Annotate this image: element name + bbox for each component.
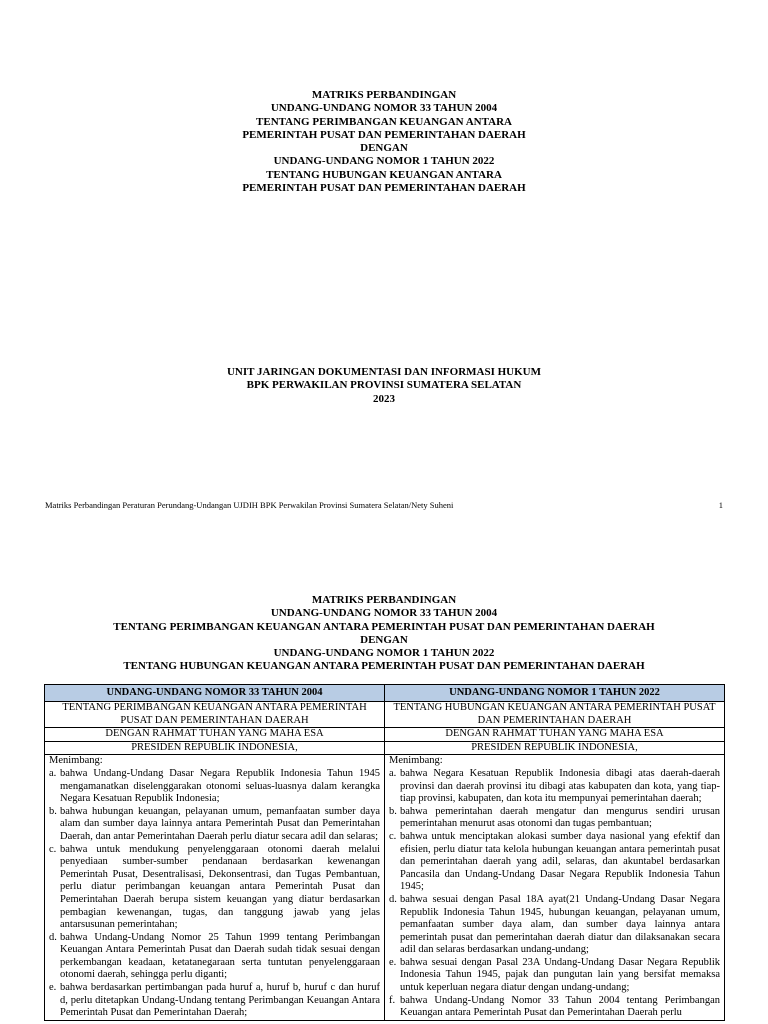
item-mark: a. xyxy=(49,767,57,779)
cover-organization xyxy=(0,366,768,406)
cover-title-line: TENTANG HUBUNGAN KEUANGAN ANTARA xyxy=(266,168,502,181)
table-row xyxy=(45,741,725,755)
matrix-title-line: DENGAN xyxy=(360,633,408,646)
item-mark: c. xyxy=(49,843,57,855)
item-text: bahwa hubungan keuangan, pelayanan umum, pemanfaatan sumber daya alam dan sumber daya lainnya antara Pemerintah Pusat dan Pemerintahan Daerah, dan antar Pemerintahan Daerah perlu diatur secara adil dan selaras; xyxy=(60,805,380,842)
list-item xyxy=(389,957,720,995)
footer-text: Matriks Perbandingan Peraturan Perundang-Undangan UJDIH BPK Perwakilan Provinsi Sumatera Selatan/Nety Suheni xyxy=(45,500,454,510)
page-number: 1 xyxy=(718,500,723,510)
item-text: bahwa untuk menciptakan alokasi sumber daya nasional yang efektif dan efisien, perlu diatur tata kelola hubungan keuangan antara pemerintah pusat dan pemerintahan daerah yang adil, selaras, dan akuntabel berdasarkan Pancasila dan Undang-Undang Dasar Negara Republik Indonesia Tahun 1945; xyxy=(400,830,720,893)
right-column-header: UNDANG-UNDANG NOMOR 1 TAHUN 2022 xyxy=(385,685,725,702)
matrix-title-line: UNDANG-UNDANG NOMOR 1 TAHUN 2022 xyxy=(273,647,495,660)
matrix-title-line: UNDANG-UNDANG NOMOR 33 TAHUN 2004 xyxy=(270,607,498,620)
list-item xyxy=(389,806,720,831)
item-mark: b. xyxy=(49,805,57,817)
list-item xyxy=(49,982,380,1020)
menimbang-label: Menimbang: xyxy=(49,755,103,767)
item-text: bahwa Undang-Undang Nomor 25 Tahun 1999 tentang Perimbangan Keuangan Antara Pemerintah Pusat dan Daerah sudah tidak sesuai dengan perkembangan keadaan, ketatanegaraan serta tuntutan penyelenggaraan otonomi daerah, sehingga perlu diganti; xyxy=(60,931,380,981)
right-menimbang-list xyxy=(389,768,720,1020)
menimbang-label: Menimbang: xyxy=(389,755,443,767)
item-text: bahwa untuk mendukung penyelenggaraan otonomi daerah melalui penyediaan sumber-sumber pendanaan berdasarkan kewenangan Pemerintah Pusat, Desentralisasi, Dekonsentrasi, dan Tugas Pembantuan, perlu diatur perimbangan keuangan antara Pemerintah Pusat dan Pemerintahan Daerah berupa sistem keuangan yang diatur berdasarkan pembagian kewenangan, tugas, dan tanggung jawab yang jelas antarsusunan pemerintahan; xyxy=(60,843,380,931)
left-presiden: PRESIDEN REPUBLIK INDONESIA, xyxy=(45,741,385,755)
item-mark: a. xyxy=(389,767,397,779)
item-mark: c. xyxy=(389,830,397,842)
list-item xyxy=(49,768,380,806)
item-text: bahwa Undang-Undang Dasar Negara Republik Indonesia Tahun 1945 mengamanatkan diselenggarakan otonomi seluas-luasnya dalam kerangka Negara Kesatuan Republik Indonesia; xyxy=(60,767,380,805)
cover-org-line: 2023 xyxy=(373,392,395,405)
page-separator xyxy=(0,518,768,528)
table-row xyxy=(45,702,725,728)
cover-title xyxy=(0,89,768,195)
page-footer xyxy=(45,500,723,510)
left-tentang: TENTANG PERIMBANGAN KEUANGAN ANTARA PEMERINTAH PUSAT DAN PEMERINTAHAN DAERAH xyxy=(45,702,385,728)
matrix-title-line: TENTANG PERIMBANGAN KEUANGAN ANTARA PEMERINTAH PUSAT DAN PEMERINTAHAN DAERAH xyxy=(113,620,655,633)
comparison-table xyxy=(44,684,725,1021)
cover-title-line: PEMERINTAH PUSAT DAN PEMERINTAHAN DAERAH xyxy=(242,182,526,195)
cover-title-line: MATRIKS PERBANDINGAN xyxy=(311,89,457,101)
left-column-header: UNDANG-UNDANG NOMOR 33 TAHUN 2004 xyxy=(45,685,385,702)
cover-title-line: TENTANG PERIMBANGAN KEUANGAN ANTARA xyxy=(256,115,512,128)
item-text: bahwa sesuai dengan Pasal 18A ayat(21 Undang-Undang Dasar Negara Republik Indonesia Tahun 1945, hubungan keuangan, pelayanan umum, pemanfaatan sumber daya alam, dan sumber daya lainnya antara pemerintah pusat dan pemerintahan daerah diatur dan dilaksanakan secara adil dan selaras berdasarkan undang-undang; xyxy=(400,893,720,956)
right-presiden: PRESIDEN REPUBLIK INDONESIA, xyxy=(385,741,725,755)
list-item xyxy=(49,844,380,932)
cover-org-line: UNIT JARINGAN DOKUMENTASI DAN INFORMASI HUKUM xyxy=(226,366,542,378)
list-item xyxy=(389,894,720,957)
item-text: bahwa sesuai dengan Pasal 23A Undang-Undang Dasar Negara Republik Indonesia Tahun 1945, pajak dan pungutan lain yang bersifat memaksa untuk keperluan negara diatur dengan undang-undang; xyxy=(400,956,720,994)
item-mark: e. xyxy=(49,982,57,994)
table-row xyxy=(45,755,725,1020)
item-mark: d. xyxy=(389,893,397,905)
list-item xyxy=(389,768,720,806)
list-item xyxy=(49,806,380,844)
right-tentang: TENTANG HUBUNGAN KEUANGAN ANTARA PEMERINTAH PUSAT DAN PEMERINTAHAN DAERAH xyxy=(385,702,725,728)
matrix-title-line: MATRIKS PERBANDINGAN xyxy=(311,594,457,606)
cover-title-line: PEMERINTAH PUSAT DAN PEMERINTAHAN DAERAH xyxy=(242,128,526,141)
list-item xyxy=(389,831,720,894)
item-mark: f. xyxy=(389,994,396,1006)
cover-org-line: BPK PERWAKILAN PROVINSI SUMATERA SELATAN xyxy=(246,379,522,392)
cover-title-line: UNDANG-UNDANG NOMOR 1 TAHUN 2022 xyxy=(273,155,495,168)
table-header-row xyxy=(45,685,725,702)
right-menimbang-cell xyxy=(385,755,725,1020)
table-row xyxy=(45,728,725,742)
item-mark: e. xyxy=(389,956,397,968)
item-text: bahwa berdasarkan pertimbangan pada huruf a, huruf b, huruf c dan huruf d, perlu ditetapkan Undang-Undang tentang Perimbangan Keuangan Antara Pemerintah Pusat dan Pemerintahan Daerah; xyxy=(60,982,380,1019)
item-text: bahwa pemerintahan daerah mengatur dan mengurus sendiri urusan pemerintahan menurut asas otonomi dan tugas pembantuan; xyxy=(400,805,720,830)
cover-title-line: UNDANG-UNDANG NOMOR 33 TAHUN 2004 xyxy=(270,102,498,115)
matrix-title-line: TENTANG HUBUNGAN KEUANGAN ANTARA PEMERINTAH PUSAT DAN PEMERINTAHAN DAERAH xyxy=(123,660,645,673)
left-menimbang-cell xyxy=(45,755,385,1020)
item-mark: b. xyxy=(389,805,397,817)
left-rahmat: DENGAN RAHMAT TUHAN YANG MAHA ESA xyxy=(45,728,385,742)
list-item xyxy=(49,932,380,982)
item-text: bahwa Undang-Undang Nomor 33 Tahun 2004 tentang Perimbangan Keuangan antara Pemerintah Pusat dan Pemerintahan Daerah perlu xyxy=(400,994,720,1019)
matrix-title xyxy=(0,594,768,674)
item-text: bahwa Negara Kesatuan Republik Indonesia dibagi atas daerah-daerah provinsi dan daerah provinsi itu dibagi atas kabupaten dan kota, yang tiap-tiap provinsi, kabupaten, dan kota itu mempunyai pemerintahan daerah; xyxy=(400,767,720,805)
list-item xyxy=(389,995,720,1020)
left-menimbang-list xyxy=(49,768,380,1020)
cover-title-line: DENGAN xyxy=(360,142,408,155)
item-mark: d. xyxy=(49,931,57,943)
right-rahmat: DENGAN RAHMAT TUHAN YANG MAHA ESA xyxy=(385,728,725,742)
